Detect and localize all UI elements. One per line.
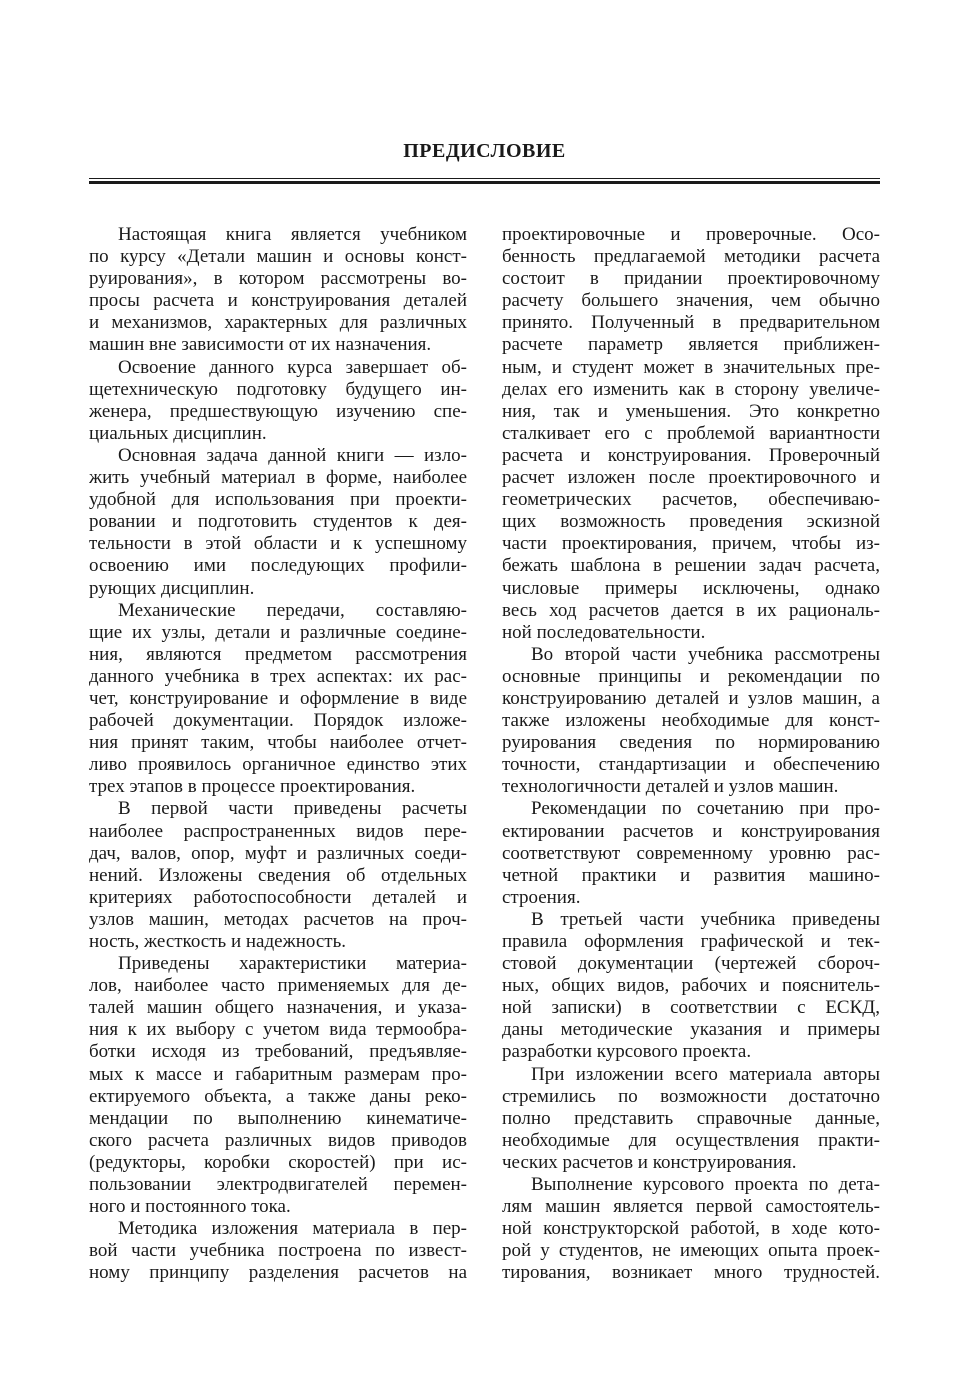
text-line: чет, конструирование и оформление в виде — [89, 687, 467, 709]
text-line: удобной для использования при проекти- — [89, 489, 467, 511]
text-line: просы расчета и конструирования деталей — [89, 290, 467, 312]
text-line: щетехническую подготовку будущего ин- — [89, 378, 467, 400]
text-line: принято. Полученный в предварительном — [502, 312, 880, 334]
text-line: мых к массе и габаритным размерам про- — [89, 1063, 467, 1085]
text-line: дач, валов, опор, муфт и различных соеди- — [89, 842, 467, 864]
text-line: ния, так и уменьшения. Это конкретно — [502, 400, 880, 422]
text-line: данного учебника в трех аспектах: их рас- — [89, 665, 467, 687]
text-line: мендации по выполнению кинематиче- — [89, 1107, 467, 1129]
text-line: бежать шаблона в решении задач расчета, — [502, 555, 880, 577]
text-line: весь ход расчетов дается в их рациональ- — [502, 599, 880, 621]
text-line: рабочей документации. Порядок изложе- — [89, 710, 467, 732]
text-line: щих возможность проведения эскизной — [502, 511, 880, 533]
text-line: циальных дисциплин. — [89, 422, 267, 444]
text-line: ность, жесткость и надежность. — [89, 931, 346, 952]
text-line: машин вне зависимости от их назначения. — [89, 334, 432, 356]
text-line: ной последовательности. — [502, 621, 706, 643]
text-line: трех этапов в процессе проектирования. — [89, 776, 416, 798]
text-line: состоит в придании проектировочному — [502, 268, 880, 290]
text-line: ровании и подготовить студентов к дея- — [89, 511, 467, 533]
page-title: ПРЕДИСЛОВИЕ — [403, 140, 566, 162]
text-line: ектировании расчетов и конструирования — [502, 820, 880, 842]
text-line: Освоение данного курса завершает об- — [118, 356, 467, 378]
text-line: Методика изложения материала в пер- — [118, 1218, 467, 1240]
text-line: ектируемого объекта, а также даны реко- — [89, 1085, 467, 1107]
text-line: руирования сведения по нормированию — [502, 732, 880, 754]
text-line: ным, и студент может в значительных пре- — [502, 356, 880, 378]
text-line: ливо проявилось органичное единство этих — [89, 754, 467, 776]
text-line: соответствуют современному уровню рас- — [502, 842, 880, 864]
text-line: тирования, возникает много трудностей. — [502, 1262, 880, 1284]
text-line: ботки исходя из требований, предъявляе- — [89, 1041, 467, 1063]
text-line: геометрических расчетов, обеспечиваю- — [502, 489, 880, 511]
text-line: по курсу «Детали машин и основы конст- — [89, 246, 467, 268]
text-line: также изложены необходимые для конст- — [502, 710, 880, 732]
text-line: рующих дисциплин. — [89, 577, 255, 599]
text-line: ной конструкторской работой, в ходе кото- — [502, 1218, 880, 1240]
text-line: четной практики и развития машино- — [502, 864, 880, 886]
text-line: расчета и конструирования. Проверочный — [502, 444, 880, 466]
text-line: разработки курсового проекта. — [502, 1041, 752, 1063]
text-line: В третьей части учебника приведены — [531, 908, 880, 930]
text-line: (редукторы, коробки скоростей) при ис- — [89, 1151, 467, 1173]
text-line: ной записки) в соответствии с ЕСКД, — [502, 997, 880, 1019]
left-column — [89, 224, 467, 1285]
text-line: талей машин общего назначения, и указа- — [89, 997, 467, 1019]
text-line: необходимые для осуществления практи- — [502, 1129, 880, 1151]
text-line: руирования», в котором рассмотрены во- — [89, 268, 467, 290]
text-line: Во второй части учебника рассмотрены — [531, 643, 880, 665]
text-line: числовые примеры исключены, однако — [502, 577, 880, 599]
text-line: ния к их выбору с учетом вида термообра- — [89, 1019, 467, 1041]
text-line: и механизмов, характерных для различных — [89, 312, 467, 334]
text-line: жить учебный материал в форме, наиболее — [89, 467, 467, 489]
text-line: наиболее распространенных видов пере- — [89, 820, 467, 842]
text-line: Настоящая книга является учебником — [118, 224, 467, 245]
text-line: ному принципу разделения расчетов на — [89, 1262, 467, 1284]
text-line: расчете параметр является приближен- — [502, 334, 880, 356]
text-line: узлов машин, методах расчетов на проч- — [89, 908, 467, 930]
text-line: критериях работоспособности деталей и — [89, 886, 467, 908]
text-line: пользовании электродвигателей перемен- — [89, 1174, 467, 1196]
text-line: бенность предлагаемой методики расчета — [502, 246, 880, 268]
text-line: вой части учебника построена по извест- — [89, 1240, 467, 1262]
text-line: строения. — [502, 886, 581, 908]
right-column — [502, 224, 880, 1285]
text-line: лям машин является первой самостоятель- — [502, 1196, 880, 1218]
text-line: Рекомендации по сочетанию при про- — [531, 798, 880, 820]
text-line: рой у студентов, не имеющих опыта проек- — [502, 1240, 880, 1262]
text-line: стремились по возможности достаточно — [502, 1085, 880, 1107]
text-line: ческих расчетов и конструирования. — [502, 1151, 797, 1173]
text-line: правила оформления графической и тек- — [502, 931, 880, 952]
text-line: женера, предшествующую изучению спе- — [89, 400, 467, 422]
text-line: тельности в этой области и к успешному — [89, 533, 467, 555]
text-line: технологичности деталей и узлов машин. — [502, 776, 839, 798]
text-line: стовой документации (чертежей сбороч- — [502, 953, 880, 975]
text-line: При изложении всего материала авторы — [531, 1063, 880, 1085]
text-line: проектировочные и проверочные. Осо- — [502, 224, 880, 245]
text-line: ния, являются предметом рассмотрения — [89, 643, 467, 665]
text-line: сталкивает его с проблемой вариантности — [502, 422, 880, 444]
text-line: даны методические указания и примеры — [502, 1019, 880, 1041]
text-line: щие их узлы, детали и различные соедине- — [89, 621, 467, 643]
text-line: Основная задача данной книги — изло- — [118, 444, 467, 466]
text-line: ных, общих видов, рабочих и пояснитель- — [502, 975, 880, 997]
text-line: части проектирования, причем, чтобы из- — [502, 533, 880, 555]
text-line: ного и постоянного тока. — [89, 1196, 291, 1218]
text-line: конструированию деталей и узлов машин, а — [502, 687, 880, 709]
text-line: освоению ими последующих профили- — [89, 555, 467, 577]
text-line: полно представить справочные данные, — [502, 1107, 880, 1129]
text-line: делах его изменить как в сторону увеличе- — [502, 378, 880, 400]
text-line: Приведены характеристики материа- — [118, 953, 467, 975]
title-rule-thick — [89, 181, 880, 184]
text-line: Механические передачи, составляю- — [118, 599, 467, 621]
text-line: Выполнение курсового проекта по дета- — [531, 1174, 880, 1196]
text-line: нений. Изложены сведения об отдельных — [89, 864, 467, 886]
text-line: В первой части приведены расчеты — [118, 798, 467, 820]
text-line: лов, наиболее часто применяемых для де- — [89, 975, 467, 997]
text-line: основные принципы и рекомендации по — [502, 665, 880, 687]
title-rule-thin — [89, 178, 880, 179]
text-line: расчету большего значения, чем обычно — [502, 290, 880, 312]
text-line: расчет изложен после проектировочного и — [502, 467, 880, 489]
text-line: ского расчета различных видов приводов — [89, 1129, 467, 1151]
text-line: точности, стандартизации и обеспечению — [502, 754, 880, 776]
text-line: ния принят таким, чтобы наиболее отчет- — [89, 732, 467, 754]
